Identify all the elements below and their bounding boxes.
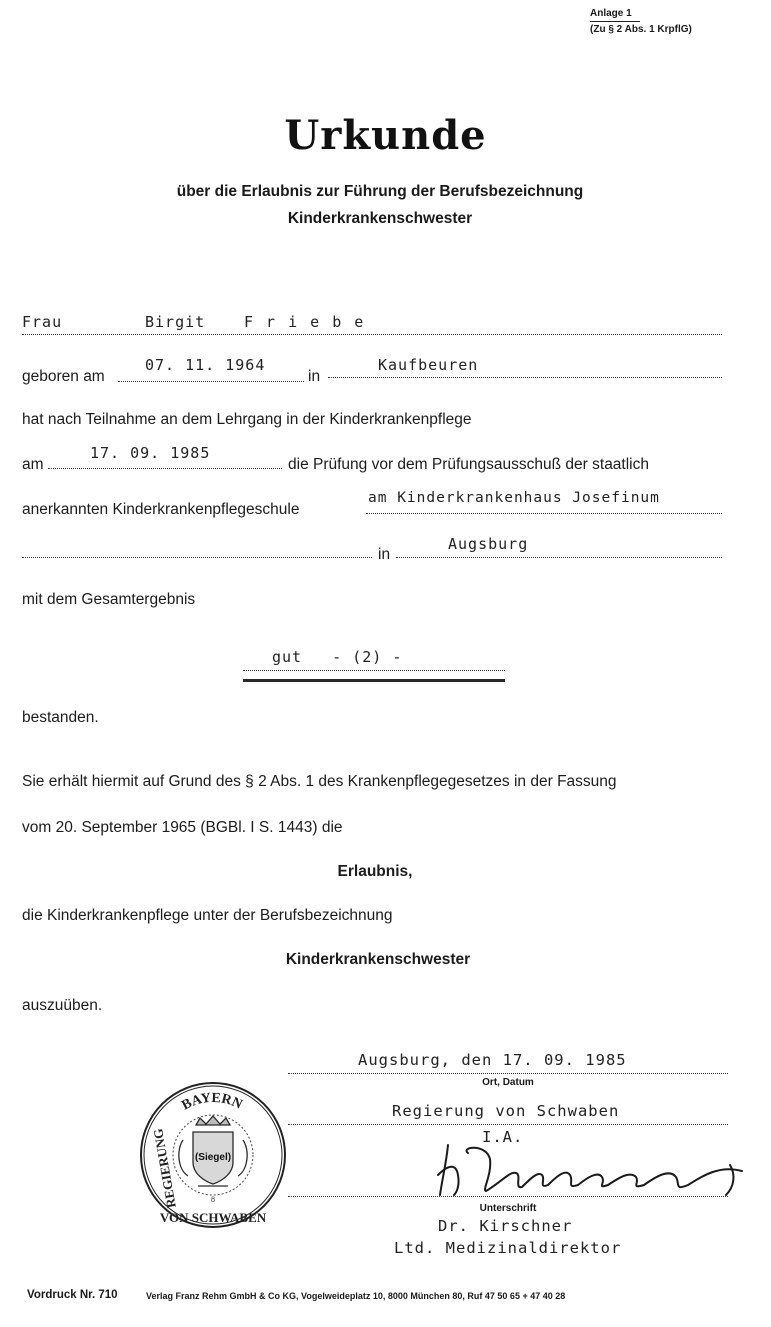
school-in-label: in [378,546,391,563]
born-label: geboren am [22,368,105,385]
authority-name: Regierung von Schwaben [392,1102,620,1120]
permission-heading: Erlaubnis, [337,863,413,880]
signer-title: Ltd. Medizinaldirektor [394,1239,622,1257]
birth-place-line [328,377,722,378]
law-text-line-1: Sie erhält hiermit auf Grund des § 2 Abs. 1 des Krankenpflegegesetzes in der Fassung [22,773,617,790]
place-date-line [288,1073,728,1074]
school-city: Augsburg [448,535,529,553]
first-name: Birgit [145,313,206,331]
form-number: Vordruck Nr. 710 [27,1289,118,1301]
signature-icon [430,1135,760,1205]
school-name: am Kinderkrankenhaus Josefinum [368,490,660,506]
seal-text-top: BAYERN [179,1090,245,1114]
profession-name: Kinderkrankenschwester [285,951,471,968]
place-date: Augsburg, den 17. 09. 1985 [358,1051,627,1069]
course-text: hat nach Teilnahme an dem Lehrgang in der Kinderkrankenpflege [22,411,472,428]
exam-am-label: am [22,456,44,473]
seal-number: 8 [211,1195,215,1204]
ia-label: I.A. [482,1128,524,1146]
official-seal [138,1080,288,1230]
birth-place: Kaufbeuren [378,356,479,374]
annex-reference: (Zu § 2 Abs. 1 KrpflG) [590,24,692,35]
last-name: F r i e b e [244,313,366,331]
subtitle-line-1: über die Erlaubnis zur Führung der Berufsbezeichnung [176,183,584,200]
profession-text: die Kinderkrankenpflege unter der Berufsbezeichnung [22,907,393,924]
document-title: Urkunde [284,112,487,159]
signature-caption: Unterschrift [479,1203,537,1214]
seal-text-left: REGIERUNG [150,1127,179,1210]
publisher-info: Verlag Franz Rehm GmbH & Co KG, Vogelweideplatz 10, 8000 München 80, Ruf 47 50 65 + 47 40 28 [146,1291,566,1301]
result-label: mit dem Gesamtergebnis [22,591,196,608]
birth-date: 07. 11. 1964 [145,356,266,374]
place-date-caption: Ort, Datum [482,1077,534,1088]
annex-header [590,6,692,37]
passed-text: bestanden. [22,709,99,726]
school-blank-line [22,557,372,558]
school-label: anerkannten Kinderkrankenpflegeschule [22,501,300,518]
birth-date-line [118,381,304,382]
authority-line [288,1124,728,1125]
law-text-line-2: vom 20. September 1965 (BGBl. I S. 1443) die [22,819,343,836]
seal-text-bottom: VON SCHWABEN [159,1210,267,1225]
salutation: Frau [22,313,63,331]
signer-name: Dr. Kirschner [438,1217,573,1235]
seal-center-label: (Siegel) [194,1152,232,1163]
result-value: gut - (2) - [272,648,403,666]
annex-title: Anlage 1 [590,6,640,22]
birth-in-label: in [308,368,321,385]
school-city-line [396,557,722,558]
practice-text: auszuüben. [22,997,103,1014]
result-underline [243,679,505,682]
exam-date-line [48,468,282,469]
subtitle-line-2: Kinderkrankenschwester [287,210,473,227]
school-name-line [366,513,722,514]
signature-line [288,1196,728,1197]
exam-text: die Prüfung vor dem Prüfungsausschuß der staatlich [288,456,649,473]
name-line [22,334,722,335]
result-line [243,670,505,671]
exam-date: 17. 09. 1985 [90,444,211,462]
